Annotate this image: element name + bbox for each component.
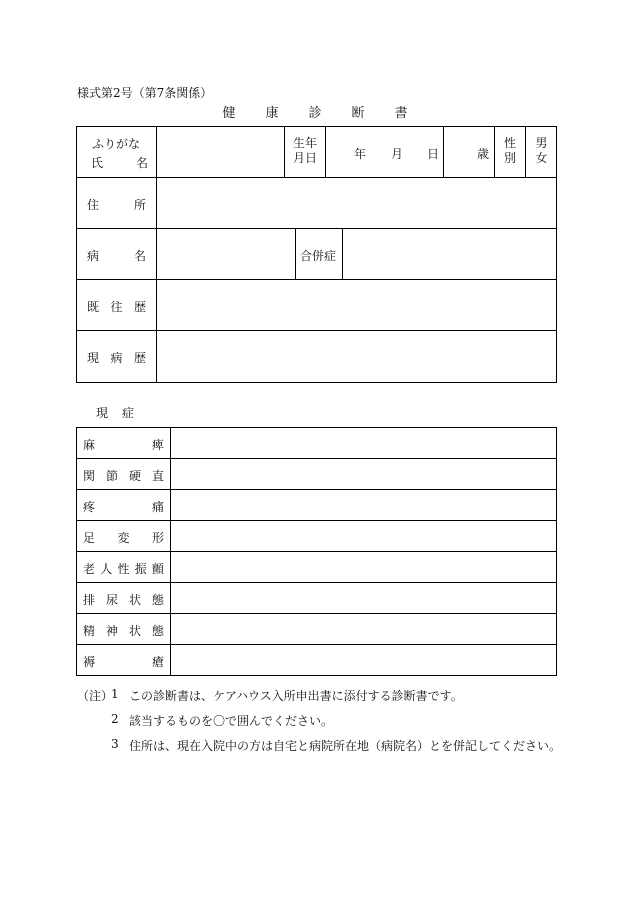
symptom-char: 精 [83, 624, 96, 638]
symptom-label-paralysis [83, 436, 164, 453]
furigana-label: ふりがな [92, 137, 141, 151]
symptom-char: 節 [105, 469, 118, 483]
symptom-label-pain [83, 498, 164, 515]
present-history-label-char: 歴 [133, 351, 146, 365]
note-number: 1 [111, 687, 119, 701]
symptom-char: 振 [134, 562, 147, 576]
symptom-label-joint-stiffness [83, 467, 164, 484]
title-char: 断 [351, 106, 365, 121]
symptom-char: 硬 [128, 469, 141, 483]
sex-option-female[interactable]: 女 [535, 151, 548, 165]
disease-name-field[interactable] [157, 229, 295, 279]
symptom-field[interactable] [171, 490, 556, 520]
symptom-field[interactable] [171, 645, 556, 675]
symptom-char: 態 [151, 624, 164, 638]
sex-label [495, 136, 525, 166]
title-char: 健 [222, 106, 236, 121]
symptom-char: 尿 [105, 593, 118, 607]
name-label-char: 氏 [91, 156, 104, 170]
symptom-char: 疼 [83, 500, 96, 514]
disease-label-char: 病 [87, 249, 100, 263]
note-number: 3 [111, 737, 119, 751]
symptom-char: 変 [117, 531, 130, 545]
symptom-char: 顫 [151, 562, 164, 576]
symptom-char: 瘡 [151, 655, 164, 669]
symptom-field[interactable] [171, 552, 556, 582]
title-char: 書 [394, 106, 408, 121]
present-history-label [87, 349, 146, 366]
sex-option-male[interactable]: 男 [535, 136, 548, 150]
birth-day-label: 日 [427, 147, 440, 161]
symptom-label-foot-deformity [83, 529, 164, 546]
form-number: 様式第2号（第7条関係） [77, 86, 213, 100]
symptom-label-urination [83, 591, 164, 608]
symptom-label-mental-state [83, 622, 164, 639]
past-history-label-char: 歴 [133, 300, 146, 314]
age-label: 歳 [477, 147, 490, 161]
sex-label-line2: 別 [503, 151, 516, 165]
present-history-field[interactable] [157, 331, 556, 382]
symptom-char: 状 [128, 593, 141, 607]
symptom-char: 直 [151, 469, 164, 483]
disease-name-label [87, 247, 146, 264]
symptom-char: 老 [83, 562, 96, 576]
note-text: 住所は、現在入院中の方は自宅と病院所在地（病院名）とを併記してください。 [129, 739, 562, 753]
symptom-char: 人 [100, 562, 113, 576]
symptom-field[interactable] [171, 614, 556, 644]
symptom-field[interactable] [171, 583, 556, 613]
symptom-label-bedsore [83, 653, 164, 670]
symptom-char: 褥 [83, 655, 96, 669]
symptom-char: 麻 [83, 438, 96, 452]
name-label [91, 154, 148, 171]
heading-char: 症 [122, 406, 135, 420]
symptom-field[interactable] [171, 459, 556, 489]
complication-field[interactable] [343, 229, 556, 279]
symptom-char: 状 [128, 624, 141, 638]
birth-year-label: 年 [354, 147, 367, 161]
present-history-label-char: 現 [87, 351, 100, 365]
notes-prefix: （注） [77, 689, 114, 703]
title-char: 診 [308, 106, 322, 121]
symptom-label-senile-tremor [83, 560, 164, 577]
address-label-char: 住 [87, 198, 100, 212]
sex-options[interactable] [526, 136, 557, 166]
address-label [87, 196, 146, 213]
name-field[interactable] [157, 127, 284, 177]
symptom-field[interactable] [171, 428, 556, 458]
current-symptoms-heading [96, 404, 134, 421]
address-label-char: 所 [133, 198, 146, 212]
symptom-char: 神 [105, 624, 118, 638]
birthdate-label-line2: 月日 [292, 151, 317, 165]
symptom-field[interactable] [171, 521, 556, 551]
heading-char: 現 [96, 406, 109, 420]
note-text: この診断書は、ケアハウス入所申出書に添付する診断書です。 [129, 689, 463, 703]
past-history-label-char: 既 [87, 300, 100, 314]
address-field[interactable] [157, 178, 556, 228]
symptom-char: 痛 [151, 500, 164, 514]
document-title [0, 102, 630, 121]
sex-label-line1: 性 [503, 136, 516, 150]
symptom-char: 性 [117, 562, 130, 576]
complication-label: 合併症 [300, 249, 337, 263]
symptom-char: 形 [151, 531, 164, 545]
past-history-label [87, 298, 146, 315]
title-char: 康 [265, 106, 279, 121]
present-history-label-char: 病 [110, 351, 123, 365]
symptom-char: 排 [83, 593, 96, 607]
past-history-label-char: 往 [110, 300, 123, 314]
symptom-char: 関 [83, 469, 96, 483]
birthdate-label-line1: 生年 [292, 136, 317, 150]
symptom-char: 足 [83, 531, 96, 545]
birthdate-label [285, 136, 325, 166]
name-label-char: 名 [135, 156, 148, 170]
symptom-char: 態 [151, 593, 164, 607]
birth-month-label: 月 [391, 147, 404, 161]
past-history-field[interactable] [157, 280, 556, 330]
note-text: 該当するものを〇で囲んでください。 [129, 714, 334, 728]
symptom-char: 痺 [151, 438, 164, 452]
note-number: 2 [111, 712, 119, 726]
disease-label-char: 名 [133, 249, 146, 263]
